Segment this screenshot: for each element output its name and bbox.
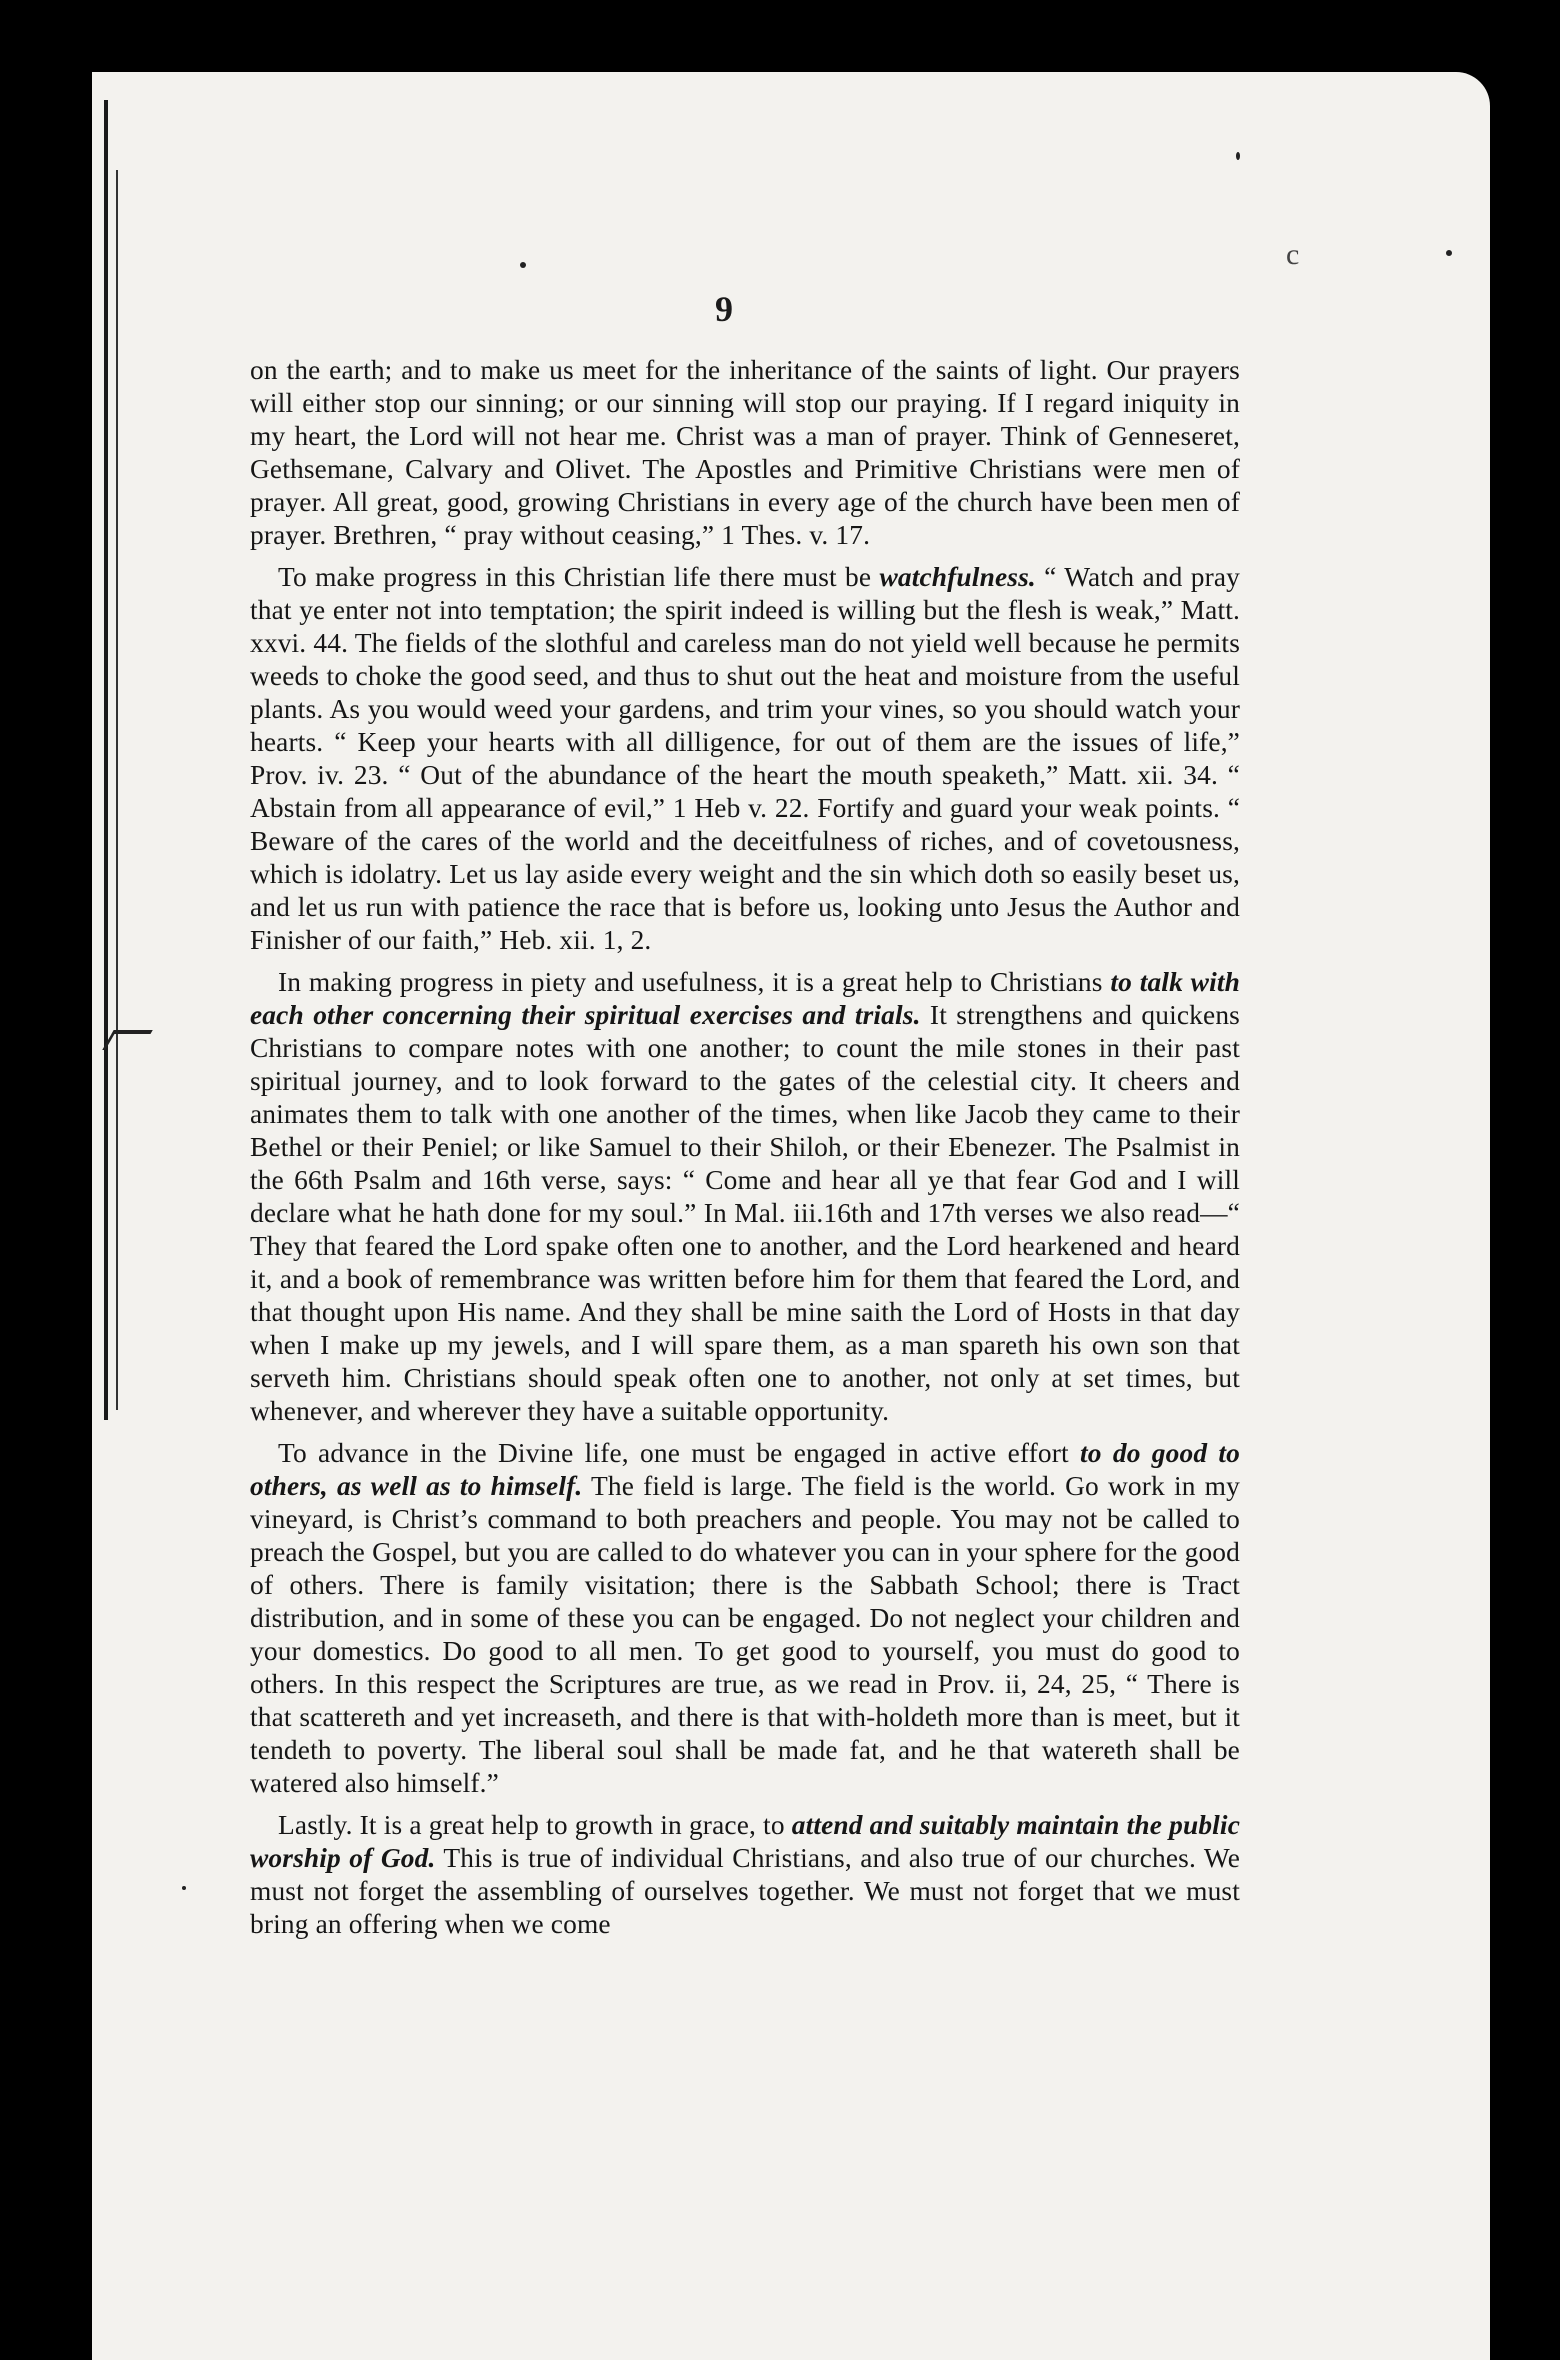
ink-speck xyxy=(520,262,526,268)
ink-speck xyxy=(182,1886,186,1890)
paragraph-text: In making progress in piety and usefulness, it is a great help to Christians xyxy=(278,967,1111,997)
emphasis-text: attend and suitably maintain the public worship of God. xyxy=(250,1810,1240,1873)
paragraph-text: To advance in the Divine life, one must be engaged in active effort xyxy=(278,1438,1081,1468)
paragraph-text: on the earth; and to make us meet for the inheritance of the saints of light. Our prayers will either stop our sinning; or our sinning will stop our praying. If I regard iniquity in my heart, the Lord will not hear me. Christ was a man of prayer. Think of Genneseret, Gethsemane, Calvary and Olivet. The Apostles and Primitive Christians were men of prayer. All great, good, growing Christians in every age of the church have been men of prayer. Brethren, “ pray without ceasing,” 1 Thes. v. 17. xyxy=(250,355,1240,550)
paragraph-text: To make progress in this Christian life there must be xyxy=(278,562,880,592)
paragraph-text: “ Watch and pray that ye enter not into temptation; the spirit indeed is willing but the flesh is weak,” Matt. xxvi. 44. The fields of the slothful and careless man do not yield well because he permits weeds to choke the good seed, and thus to shut out the heat and moisture from the useful plants. As you would weed your gardens, and trim your vines, so you should watch your hearts. “ Keep your hearts with all dilligence, for out of them are the issues of life,” Prov. iv. 23. “ Out of the abundance of the heart the mouth speaketh,” Matt. xii. 34. “ Abstain from all appearance of evil,” 1 Heb v. 22. Fortify and guard your weak points. “ Beware of the cares of the world and the deceitfulness of riches, and of covetousness, which is idolatry. Let us lay aside every weight and the sin which doth so easily beset us, and let us run with patience the race that is before us, looking unto Jesus the Author and Finisher of our faith,” Heb. xii. 1, 2. xyxy=(250,562,1240,955)
paragraph-prayer xyxy=(250,354,1240,552)
page-number: 9 xyxy=(715,289,733,329)
paragraph-text: This is true of individual Christians, and also true of our churches. We must not forget the assembling of ourselves together. We must not forget that we must bring an offering when we come xyxy=(250,1843,1240,1939)
paragraph-text: The field is large. The field is the world. Go work in my vineyard, is Christ’s command to both preachers and people. You may not be called to preach the Gospel, but you are called to do whatever you can in your sphere for the good of others. There is family visitation; there is the Sabbath School; there is Tract distribution, and in some of these you can be engaged. Do not neglect your children and your domestics. Do good to all men. To get good to yourself, you must do good to others. In this respect the Scriptures are true, as we read in Prov. ii, 24, 25, “ There is that scattereth and yet increaseth, and there is that with-holdeth more than is meet, but it tendeth to poverty. The liberal soul shall be made fat, and he that watereth shall be watered also himself.” xyxy=(250,1471,1240,1798)
ink-speck xyxy=(1236,152,1240,160)
paragraph-doing-good xyxy=(250,1437,1240,1800)
paragraph-text: It strengthens and quickens Christians to compare notes with one another; to count the mile stones in their past spiritual journey, and to look forward to the gates of the celestial city. It cheers and animates them to talk with one another of the times, when like Jacob they came to their Bethel or their Peniel; or like Samuel to their Shiloh, or their Ebenezer. The Psalmist in the 66th Psalm and 16th verse, says: “ Come and hear all ye that fear God and I will declare what he hath done for my soul.” In Mal. iii.16th and 17th verses we also read—“ They that feared the Lord spake often one to another, and the Lord hearkened and heard it, and a book of remembrance was written before him for them that feared the Lord, and that thought upon His name. And they shall be mine saith the Lord of Hosts in that day when I make up my jewels, and I will spare them, as a man spareth his own son that serveth him. Christians should speak often one to another, not only at set times, but whenever, and wherever they have a suitable opportunity. xyxy=(250,1000,1240,1426)
body-text xyxy=(250,354,1240,1941)
binding-edge xyxy=(104,100,108,1420)
emphasis-text: to talk with each other concerning their spiritual exercises and trials. xyxy=(250,967,1240,1030)
paragraph-public-worship xyxy=(250,1809,1240,1941)
emphasis-text: to do good to others, as well as to himself. xyxy=(250,1438,1240,1501)
margin-mark: c xyxy=(1286,238,1300,271)
paragraph-text: Lastly. It is a great help to growth in grace, to xyxy=(278,1810,792,1840)
emphasis-text: watchfulness. xyxy=(879,562,1036,592)
paragraph-conversation xyxy=(250,966,1240,1428)
binding-edge-inner xyxy=(116,170,118,1410)
paragraph-watchfulness xyxy=(250,561,1240,957)
ink-speck xyxy=(1446,250,1452,256)
